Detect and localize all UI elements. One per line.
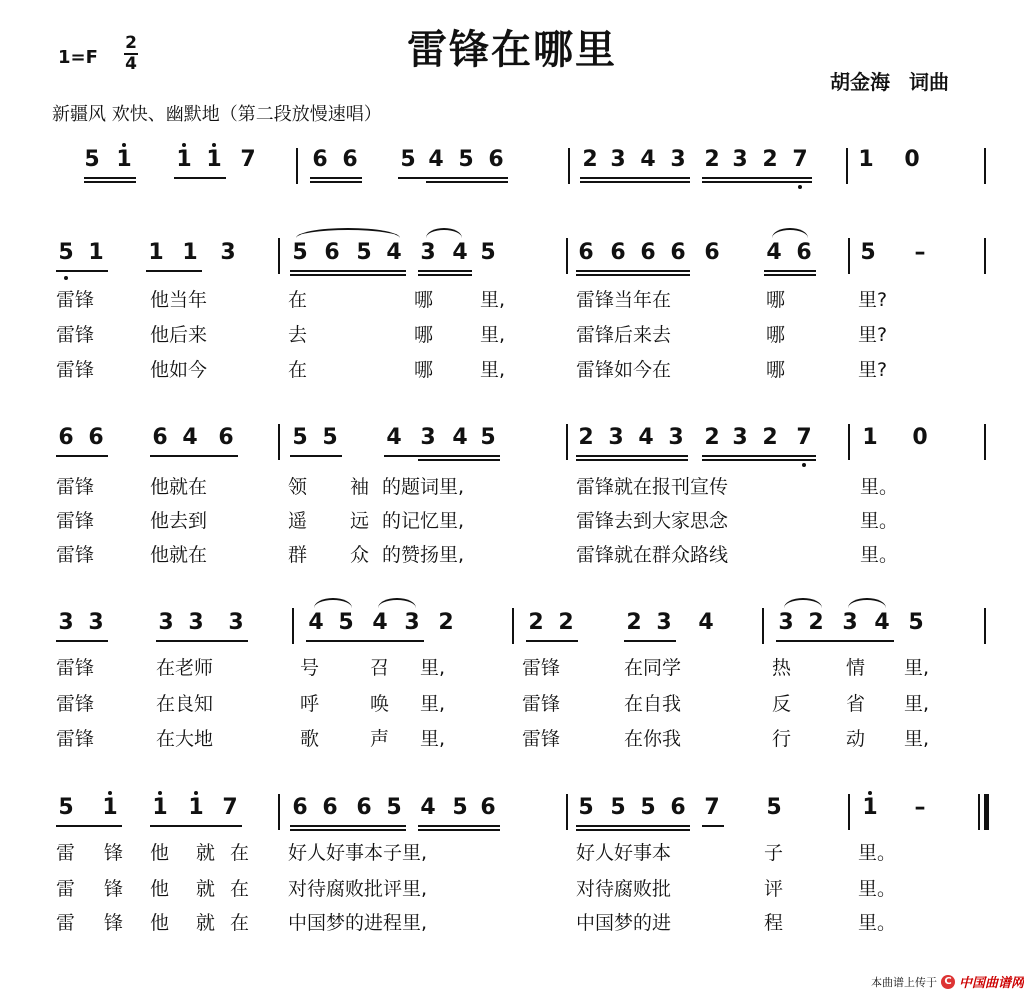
note: 6 (152, 425, 168, 450)
beam-underline (702, 459, 816, 461)
note: 4 (452, 240, 468, 265)
barline (296, 148, 298, 184)
beam-underline (150, 455, 238, 457)
beam-underline (306, 640, 424, 642)
lyric-text: 里, (480, 359, 506, 381)
lyric-text: 锋 (104, 878, 124, 900)
lyric-text: 雷锋 (522, 693, 561, 715)
lyric-text: 雷 (56, 878, 76, 900)
beam-underline (764, 274, 816, 276)
lyric-text: 雷锋如今在 (576, 359, 672, 381)
high-octave-dot (212, 143, 216, 147)
lyric-text: 他 (150, 912, 170, 934)
note: 2 (762, 147, 778, 172)
lyric-text: 雷锋 (56, 324, 95, 346)
lyric-text: 里, (904, 693, 930, 715)
lyric-text: 袖 (350, 476, 370, 498)
lyric-text: 雷锋当年在 (576, 289, 672, 311)
note: 3 (158, 610, 174, 635)
note: 3 (420, 240, 436, 265)
composer-credit: 胡金海 词曲 (830, 70, 949, 94)
lyric-text: 他就在 (150, 476, 208, 498)
lyric-text: 对待腐败批评里, (288, 878, 428, 900)
lyric-text: 对待腐败批 (576, 878, 672, 900)
lyric-text: 群 (288, 544, 308, 566)
lyric-text: 动 (846, 728, 866, 750)
high-octave-dot (158, 791, 162, 795)
beam-underline (290, 274, 406, 276)
note: 1 (116, 147, 132, 172)
lyric-text: 众 (350, 544, 370, 566)
lyric-text: 的记忆里, (382, 510, 465, 532)
lyric-text: 雷锋 (522, 657, 561, 679)
note: 5 (58, 240, 74, 265)
lyric-text: 子 (764, 842, 784, 864)
note: 4 (452, 425, 468, 450)
lyric-text: 雷锋 (56, 544, 95, 566)
note: 4 (386, 425, 402, 450)
lyric-text: 里, (420, 657, 446, 679)
lyric-text: 在 (230, 878, 250, 900)
beam-underline (624, 640, 676, 642)
lyric-text: 里, (480, 324, 506, 346)
beam-underline (290, 829, 406, 831)
beam-underline (56, 640, 108, 642)
note: 4 (638, 425, 654, 450)
note: 6 (324, 240, 340, 265)
high-octave-dot (122, 143, 126, 147)
note: 2 (528, 610, 544, 635)
lyric-text: 雷锋去到大家思念 (576, 510, 729, 532)
footer (871, 972, 1024, 991)
lyric-text: 呼 (300, 693, 320, 715)
lyric-text: 省 (846, 693, 866, 715)
lyric-text: 哪 (766, 359, 786, 381)
note: 6 (88, 425, 104, 450)
beam-underline (84, 181, 136, 183)
lyric-text: 评 (764, 878, 784, 900)
note: 5 (84, 147, 100, 172)
meter-bottom: 4 (125, 54, 137, 74)
note: 6 (322, 795, 338, 820)
note: 6 (488, 147, 504, 172)
note: 6 (312, 147, 328, 172)
meter-top: 2 (125, 33, 137, 53)
note: 5 (640, 795, 656, 820)
lyric-text: 歌 (300, 728, 320, 750)
note: 6 (610, 240, 626, 265)
note: 6 (640, 240, 656, 265)
note: 5 (356, 240, 372, 265)
beam-underline (310, 181, 362, 183)
note: 3 (656, 610, 672, 635)
lyric-text: 领 (288, 476, 308, 498)
beam-underline (418, 274, 472, 276)
lyric-text: 里, (904, 728, 930, 750)
beam-underline (418, 459, 500, 461)
note: – (914, 240, 926, 265)
note: 7 (240, 147, 256, 172)
note: 1 (176, 147, 192, 172)
beam-underline (56, 270, 108, 272)
note: 5 (386, 795, 402, 820)
beam-underline (418, 829, 500, 831)
lyric-text: 里。 (858, 842, 897, 864)
lyric-text: 就 (196, 878, 216, 900)
slur-tie (784, 598, 822, 608)
lyric-text: 他就在 (150, 544, 208, 566)
note: 1 (206, 147, 222, 172)
note: 5 (610, 795, 626, 820)
note: 3 (732, 425, 748, 450)
slur-tie (848, 598, 886, 608)
barline (848, 424, 850, 460)
high-octave-dot (182, 143, 186, 147)
beam-underline (576, 829, 690, 831)
beam-underline (156, 640, 248, 642)
lyric-text: 雷锋 (56, 510, 95, 532)
note: 5 (908, 610, 924, 635)
lyric-text: 里。 (860, 544, 899, 566)
barline (278, 238, 280, 274)
slur-tie (378, 598, 416, 608)
lyric-text: 在 (230, 912, 250, 934)
note: 1 (862, 425, 878, 450)
note: 3 (732, 147, 748, 172)
lyric-text: 中国梦的进程里, (288, 912, 428, 934)
note: 3 (404, 610, 420, 635)
note: 1 (102, 795, 118, 820)
lyric-text: 召 (370, 657, 390, 679)
note: 1 (152, 795, 168, 820)
note: 6 (480, 795, 496, 820)
note: 1 (148, 240, 164, 265)
beam-underline (418, 270, 472, 272)
beam-underline (290, 455, 342, 457)
note: 6 (670, 240, 686, 265)
note: 5 (480, 240, 496, 265)
beam-underline (56, 825, 122, 827)
lyric-text: 在你我 (624, 728, 682, 750)
beam-underline (146, 270, 202, 272)
barline (984, 238, 986, 274)
lyric-text: 哪 (766, 324, 786, 346)
song-title: 雷锋在哪里 (407, 27, 617, 73)
low-octave-dot (802, 463, 806, 467)
lyric-text: 的赞扬里, (382, 544, 465, 566)
note: 7 (792, 147, 808, 172)
lyric-text: 雷 (56, 912, 76, 934)
note: 0 (912, 425, 928, 450)
note: 2 (558, 610, 574, 635)
note: 6 (796, 240, 812, 265)
note: 3 (88, 610, 104, 635)
barline (846, 148, 848, 184)
beam-underline (384, 455, 500, 457)
beam-underline (764, 270, 816, 272)
note: 5 (292, 240, 308, 265)
note: 6 (342, 147, 358, 172)
note: 4 (874, 610, 890, 635)
lyric-text: 遥 (288, 510, 308, 532)
barline (566, 794, 568, 830)
note: – (914, 795, 926, 820)
lyric-text: 的题词里, (382, 476, 465, 498)
barline (984, 148, 986, 184)
barline (848, 238, 850, 274)
lyric-text: 里, (904, 657, 930, 679)
beam-underline (150, 825, 242, 827)
lyric-text: 雷锋 (56, 289, 95, 311)
note: 5 (766, 795, 782, 820)
lyric-text: 里。 (858, 878, 897, 900)
note: 2 (578, 425, 594, 450)
beam-underline (580, 181, 690, 183)
high-octave-dot (868, 791, 872, 795)
note: 3 (668, 425, 684, 450)
note: 3 (608, 425, 624, 450)
note: 6 (704, 240, 720, 265)
note: 5 (860, 240, 876, 265)
note: 4 (420, 795, 436, 820)
lyric-text: 哪 (414, 289, 434, 311)
barline (512, 608, 514, 644)
lyric-text: 他后来 (150, 324, 208, 346)
note: 6 (356, 795, 372, 820)
lyric-text: 雷锋 (56, 693, 95, 715)
beam-underline (398, 177, 508, 179)
beam-underline (576, 455, 688, 457)
beam-underline (702, 177, 812, 179)
lyric-text: 里, (420, 693, 446, 715)
time-signature (124, 34, 138, 74)
lyric-text: 里。 (860, 476, 899, 498)
lyric-text: 里? (858, 324, 888, 346)
lyric-text: 雷锋 (56, 476, 95, 498)
beam-underline (310, 177, 362, 179)
lyric-text: 在大地 (156, 728, 214, 750)
note: 5 (338, 610, 354, 635)
site-logo-icon: C (941, 975, 955, 989)
beam-underline (526, 640, 578, 642)
high-octave-dot (108, 791, 112, 795)
lyric-text: 雷锋就在群众路线 (576, 544, 729, 566)
lyric-text: 雷锋后来去 (576, 324, 672, 346)
lyric-text: 在 (288, 289, 308, 311)
barline (278, 794, 280, 830)
site-logo-text: 中国曲谱网 (958, 976, 1024, 991)
beam-underline (174, 177, 226, 179)
lyric-text: 他 (150, 842, 170, 864)
lyric-text: 他当年 (150, 289, 208, 311)
high-octave-dot (194, 791, 198, 795)
note: 2 (704, 147, 720, 172)
footer-text: 本曲谱上传于 (870, 975, 937, 989)
note: 2 (438, 610, 454, 635)
note: 4 (698, 610, 714, 635)
note: 3 (842, 610, 858, 635)
lyric-text: 去 (288, 324, 308, 346)
beam-underline (702, 181, 812, 183)
note: 4 (766, 240, 782, 265)
lyric-text: 哪 (766, 289, 786, 311)
note: 3 (610, 147, 626, 172)
note: 5 (458, 147, 474, 172)
lyric-text: 雷锋 (56, 728, 95, 750)
note: 1 (88, 240, 104, 265)
tempo-marking: 新疆风 欢快、幽默地（第二段放慢速唱） (52, 104, 382, 125)
beam-underline (290, 825, 406, 827)
low-octave-dot (64, 276, 68, 280)
lyric-text: 程 (764, 912, 784, 934)
lyric-text: 雷锋就在报刊宣传 (576, 476, 729, 498)
note: 5 (322, 425, 338, 450)
note: 1 (182, 240, 198, 265)
lyric-text: 哪 (414, 359, 434, 381)
beam-underline (702, 455, 816, 457)
note: 3 (188, 610, 204, 635)
beam-underline (426, 181, 508, 183)
barline (566, 424, 568, 460)
note: 1 (188, 795, 204, 820)
barline (984, 608, 986, 644)
barline (278, 424, 280, 460)
beam-underline (576, 459, 688, 461)
beam-underline (576, 825, 690, 827)
lyric-text: 在良知 (156, 693, 214, 715)
note: 6 (292, 795, 308, 820)
barline (762, 608, 764, 644)
key-signature: 1=F (58, 47, 98, 68)
lyric-text: 好人好事本 (576, 842, 672, 864)
note: 7 (222, 795, 238, 820)
lyric-text: 里? (858, 359, 888, 381)
beam-underline (702, 825, 724, 827)
beam-underline (84, 177, 136, 179)
lyric-text: 反 (772, 693, 792, 715)
lyric-text: 情 (846, 657, 866, 679)
barline (568, 148, 570, 184)
note: 5 (400, 147, 416, 172)
barline (292, 608, 294, 644)
note: 6 (218, 425, 234, 450)
note: 5 (480, 425, 496, 450)
lyric-text: 就 (196, 912, 216, 934)
note: 7 (796, 425, 812, 450)
note: 4 (308, 610, 324, 635)
lyric-text: 热 (772, 657, 792, 679)
lyric-text: 雷锋 (56, 359, 95, 381)
note: 6 (670, 795, 686, 820)
final-barline-thin (978, 794, 980, 830)
note: 1 (858, 147, 874, 172)
low-octave-dot (798, 185, 802, 189)
beam-underline (418, 825, 500, 827)
lyric-text: 声 (370, 728, 390, 750)
lyric-text: 他 (150, 878, 170, 900)
lyric-text: 哪 (414, 324, 434, 346)
note: 3 (778, 610, 794, 635)
note: 6 (578, 240, 594, 265)
note: 5 (58, 795, 74, 820)
final-barline-thick (984, 794, 989, 830)
note: 5 (292, 425, 308, 450)
note: 5 (452, 795, 468, 820)
lyric-text: 就 (196, 842, 216, 864)
lyric-text: 在同学 (624, 657, 682, 679)
note: 2 (582, 147, 598, 172)
lyric-text: 里, (480, 289, 506, 311)
lyric-text: 在 (288, 359, 308, 381)
note: 4 (182, 425, 198, 450)
note: 2 (762, 425, 778, 450)
note: 0 (904, 147, 920, 172)
beam-underline (576, 270, 690, 272)
note: 2 (808, 610, 824, 635)
lyric-text: 他去到 (150, 510, 208, 532)
lyric-text: 在老师 (156, 657, 214, 679)
barline (566, 238, 568, 274)
lyric-text: 中国梦的进 (576, 912, 672, 934)
note: 6 (58, 425, 74, 450)
beam-underline (576, 274, 690, 276)
note: 3 (228, 610, 244, 635)
note: 1 (862, 795, 878, 820)
beam-underline (56, 455, 108, 457)
note: 3 (220, 240, 236, 265)
lyric-text: 锋 (104, 842, 124, 864)
lyric-text: 远 (350, 510, 370, 532)
beam-underline (580, 177, 690, 179)
barline (848, 794, 850, 830)
lyric-text: 好人好事本子里, (288, 842, 428, 864)
note: 2 (626, 610, 642, 635)
beam-underline (776, 640, 894, 642)
lyric-text: 在 (230, 842, 250, 864)
lyric-text: 雷锋 (56, 657, 95, 679)
slur-tie (772, 228, 808, 238)
lyric-text: 号 (300, 657, 320, 679)
lyric-text: 锋 (104, 912, 124, 934)
slur-tie (296, 228, 400, 238)
note: 4 (640, 147, 656, 172)
beam-underline (290, 270, 406, 272)
note: 4 (428, 147, 444, 172)
lyric-text: 里? (858, 289, 888, 311)
note: 2 (704, 425, 720, 450)
lyric-text: 里, (420, 728, 446, 750)
note: 5 (578, 795, 594, 820)
slur-tie (314, 598, 352, 608)
barline (984, 424, 986, 460)
lyric-text: 雷锋 (522, 728, 561, 750)
note: 4 (386, 240, 402, 265)
lyric-text: 雷 (56, 842, 76, 864)
lyric-text: 在自我 (624, 693, 682, 715)
lyric-text: 他如今 (150, 359, 208, 381)
note: 3 (670, 147, 686, 172)
note: 3 (420, 425, 436, 450)
note: 4 (372, 610, 388, 635)
slur-tie (426, 228, 462, 238)
lyric-text: 里。 (860, 510, 899, 532)
lyric-text: 唤 (370, 693, 390, 715)
note: 7 (704, 795, 720, 820)
lyric-text: 行 (772, 728, 792, 750)
note: 3 (58, 610, 74, 635)
lyric-text: 里。 (858, 912, 897, 934)
